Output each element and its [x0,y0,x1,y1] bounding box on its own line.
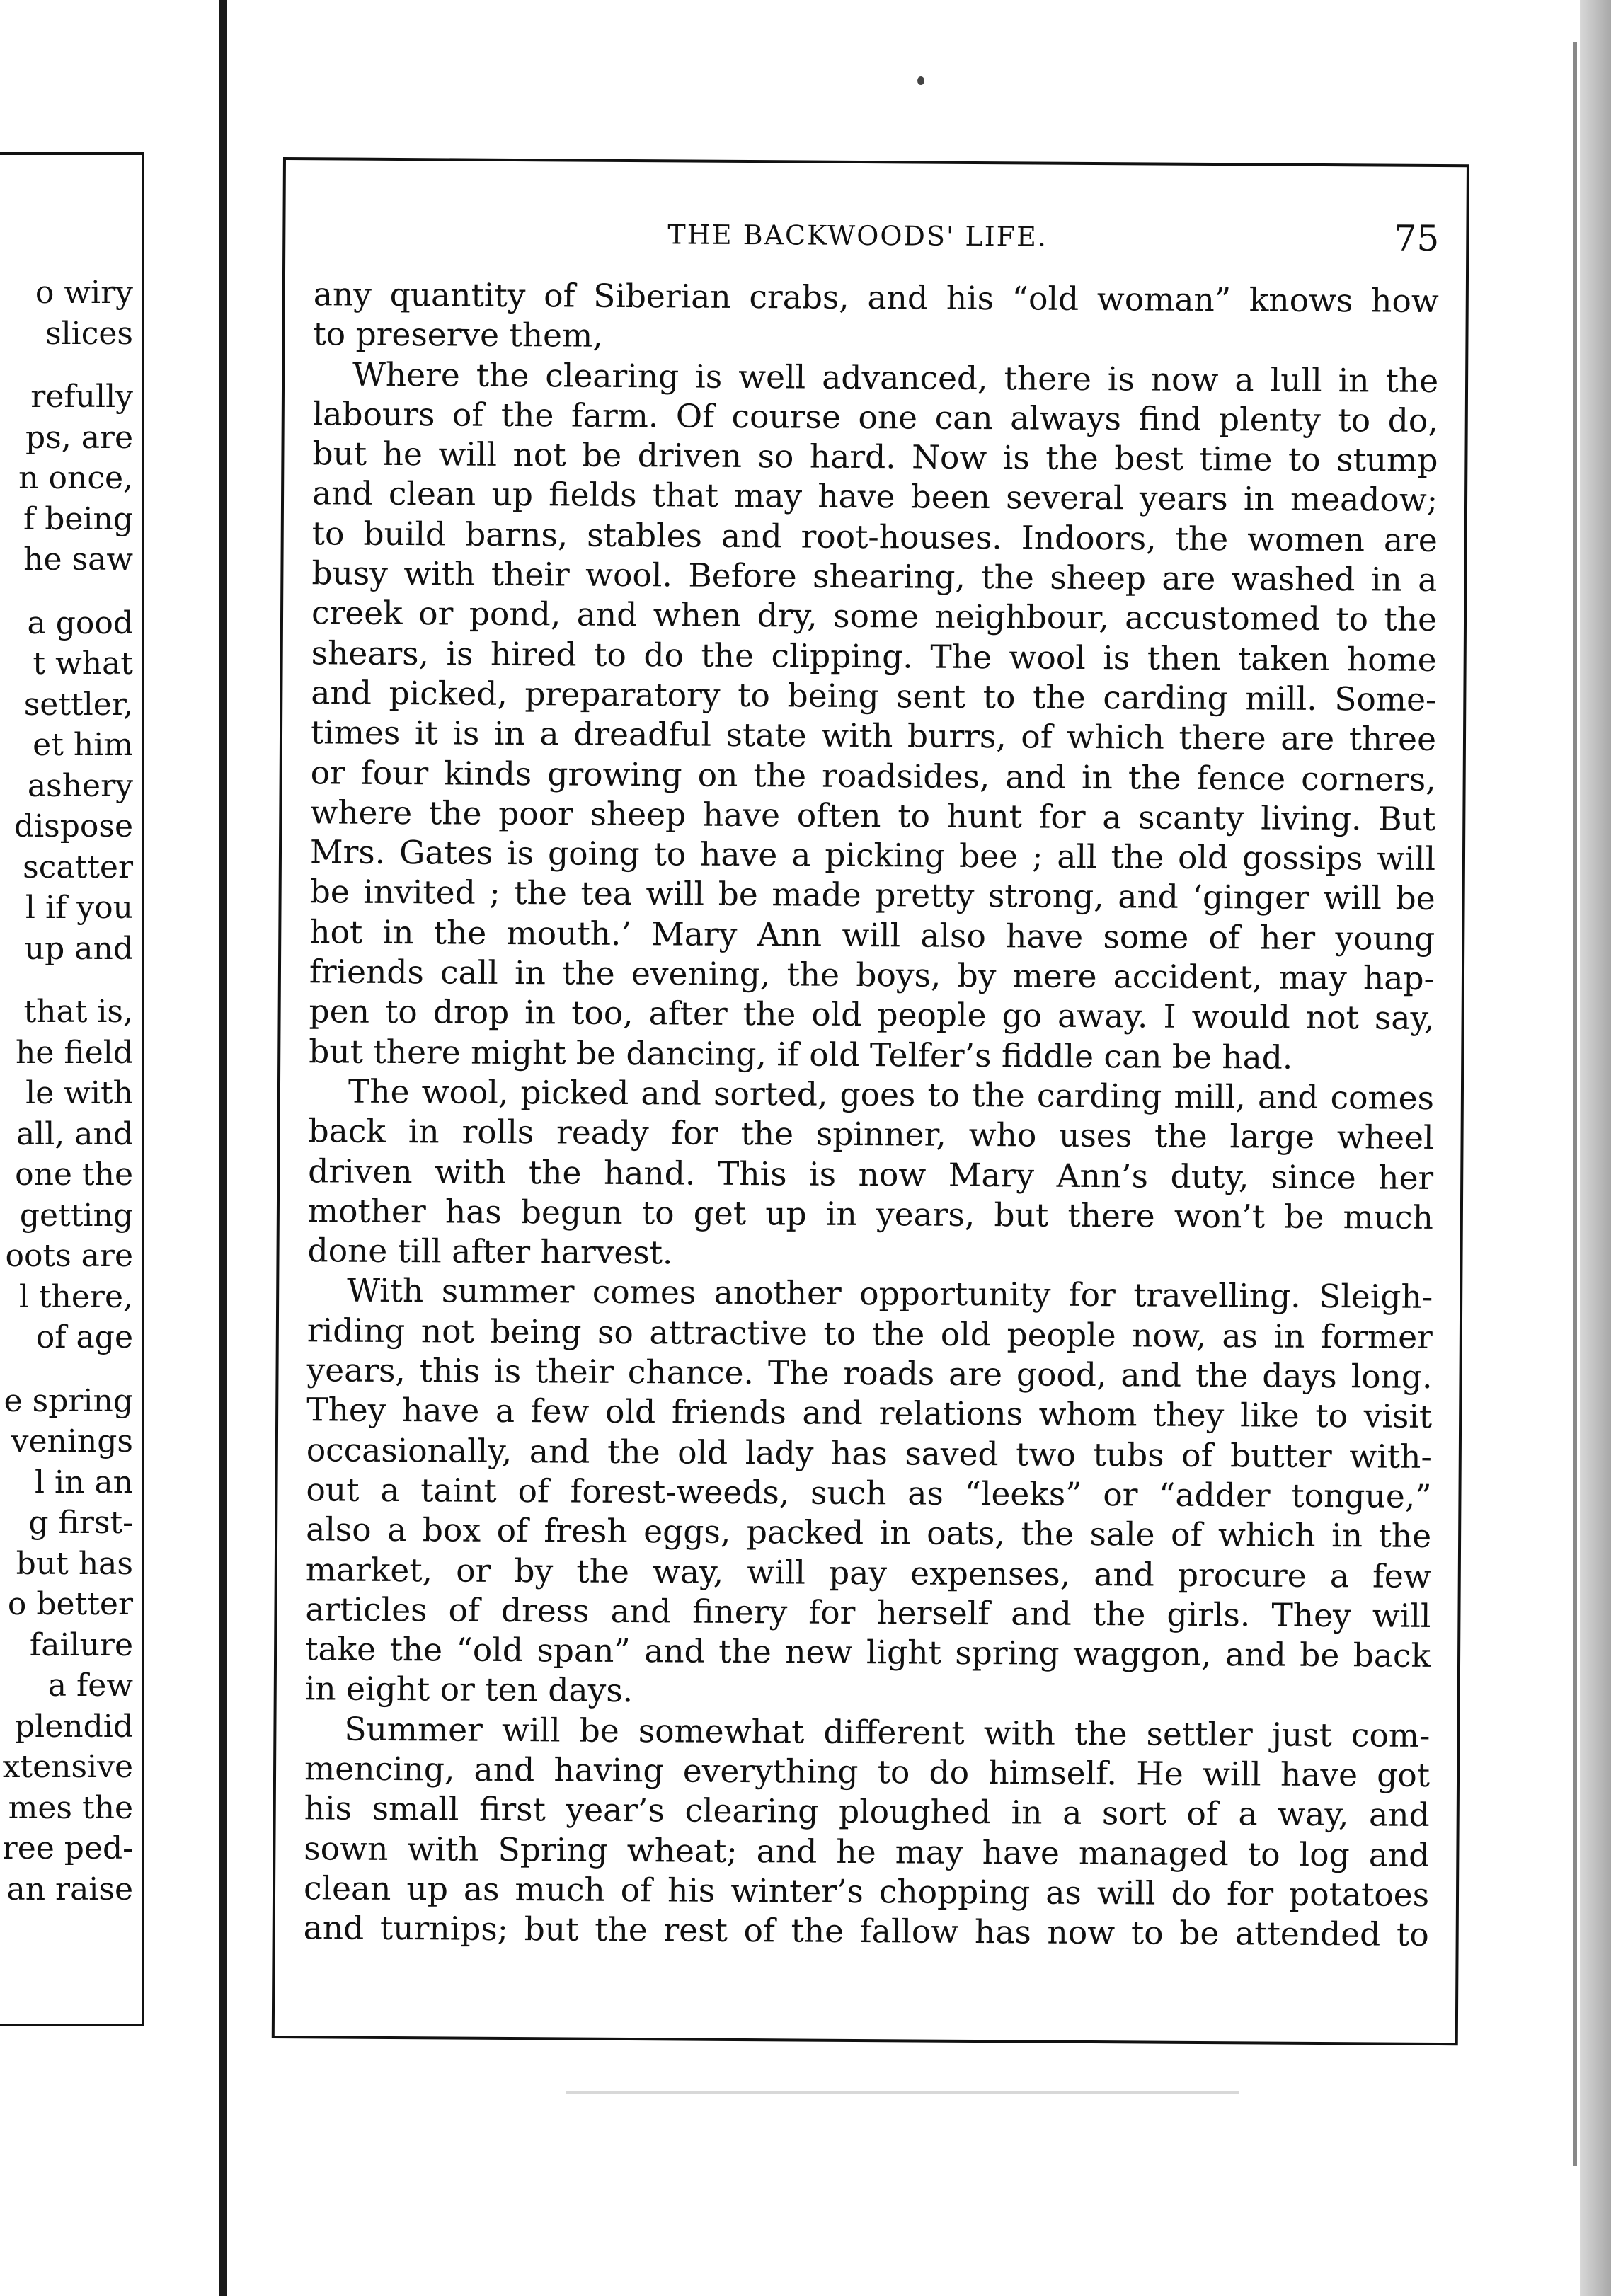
text-line: mencing, and having everything to do himself. He will have got [304,1750,1431,1794]
text-line: occasionally, and the old lady has saved two tubs of butter with- [306,1430,1432,1476]
text-line: busy with their wool. Before shearing, the sheep are washed in a [311,554,1438,599]
left-text-fragment: that is, [23,994,133,1030]
left-text-fragment: but has [16,1545,133,1582]
text-line: any quantity of Siberian crabs, and his “old woman” knows how [313,275,1439,320]
left-text-fragment: failure [29,1626,133,1663]
left-text-fragment: one the [15,1156,133,1193]
text-line: where the poor sheep have often to hunt for a scanty living. But [310,793,1436,838]
bleed-through-mark [566,2091,1239,2094]
text-line: back in rolls ready for the spinner, who uses the large wheel [308,1112,1434,1157]
page-edge-line [1573,42,1577,2166]
text-line: to preserve them, [313,315,603,355]
ink-speck [917,76,924,85]
left-text-fragment: a good [27,604,133,641]
left-facing-page [0,0,234,2296]
left-text-fragment: g first- [28,1505,133,1541]
text-line: sown with Spring wheat; and he may have managed to log and [304,1829,1430,1874]
text-line: labours of the farm. Of course one can always find plenty to do, [312,395,1438,440]
left-text-fragment: le with [25,1075,133,1111]
left-text-fragment: t what [33,645,133,682]
left-text-fragment: l in an [34,1464,133,1500]
left-text-fragment: getting [19,1197,133,1234]
left-text-fragment: refully [30,379,133,415]
running-head [314,217,1439,266]
left-text-fragment: slices [45,315,133,352]
running-title: THE BACKWOODS' LIFE. [667,219,1048,253]
left-text-fragment: o wiry [35,275,133,311]
text-line: but there might be dancing, if old Telfer’s fiddle can be had. [309,1032,1293,1077]
left-text-fragment: plendid [14,1708,133,1745]
left-text-fragment: o better [7,1586,133,1622]
left-text-fragment: all, and [16,1115,133,1152]
paragraph-gap [0,354,133,377]
text-line: The wool, picked and sorted, goes to the carding mill, and comes [348,1072,1435,1117]
text-line: They have a few old friends and relations whom they like to visit [306,1391,1433,1436]
left-text-fragment: a few [47,1668,133,1704]
text-line: creek or pond, and when dry, some neighbour, accustomed to the [311,594,1438,639]
text-line: or four kinds growing on the roadsides, and in the fence corners, [310,753,1436,798]
text-line: and clean up fields that may have been several years in meadow; [311,474,1438,520]
text-line: articles of dress and finery for herself and the girls. They will [305,1590,1431,1635]
text-line: mother has begun to get up in years, but there won’t be much [307,1192,1434,1236]
page-number: 75 [1394,217,1440,259]
left-text-fragment: ree ped- [2,1830,133,1866]
left-text-fragment: e spring [4,1382,133,1419]
text-line: Summer will be somewhat different with the settler just com- [344,1710,1431,1755]
text-line: be invited ; the tea will be made pretty strong, and ‘ginger will be [309,873,1435,918]
text-line: done till after harvest. [307,1232,673,1272]
page-gutter [219,0,227,2296]
left-text-fragment: settler, [23,686,133,723]
text-line: times it is in a dreadful state with burrs, of which there are three [310,713,1437,759]
left-text-fragment: up and [24,930,133,967]
left-text-fragment: l there, [18,1278,133,1315]
left-text-fragment: he field [16,1034,133,1071]
text-line: years, this is their chance. The roads are good, and the days long. [306,1351,1433,1396]
text-line: and turnips; but the rest of the fallow has now to be attended to [303,1909,1429,1954]
left-text-fragment: he saw [23,541,133,578]
left-text-fragment: oots are [5,1238,133,1274]
left-text-fragment: an raise [6,1871,133,1907]
text-line: market, or by the way, will pay expenses, and procure a few [305,1550,1431,1595]
text-line: friends call in the evening, the boys, by mere accident, may hap- [309,953,1435,998]
left-page-text [0,272,133,1910]
text-line: and picked, preparatory to being sent to the carding mill. Some- [311,674,1437,718]
left-text-fragment: l if you [25,890,133,926]
text-line: out a taint of forest-weeds, such as “leeks” or “adder tongue,” [306,1471,1432,1515]
text-line: With summer comes another opportunity for travelling. Sleigh- [347,1272,1433,1316]
left-text-fragment: et him [33,727,133,763]
paragraph-gap [0,969,133,992]
text-line: shears, is hired to do the clipping. The wool is then taken home [311,633,1437,679]
text-line: his small first year’s clearing ploughed in a sort of a way, and [304,1789,1430,1835]
text-line: take the “old span” and the new light spring waggon, and be back [304,1630,1431,1675]
text-line: but he will not be driven so hard. Now is the best time to stump [312,435,1438,480]
text-line: Where the clearing is well advanced, there is now a lull in the [352,355,1439,400]
text-frame [272,157,1469,2045]
left-text-fragment: dispose [13,808,133,844]
text-line: also a box of fresh eggs, packed in oats, the sale of which in the [305,1510,1432,1556]
paragraph-gap [0,580,133,603]
text-line: driven with the hand. This is now Mary Ann’s duty, since her [308,1152,1434,1197]
body-text [304,275,1439,1955]
left-text-fragment: of age [35,1319,133,1355]
left-text-fragment: venings [11,1423,133,1459]
text-line: in eight or ten days. [304,1670,633,1710]
text-line: riding not being so attractive to the old people now, as in former [306,1311,1433,1356]
left-text-fragment: scatter [23,849,133,885]
page-edge-shadow [1580,0,1611,2296]
left-text-fragment: mes the [8,1789,133,1826]
left-text-fragment: n once, [18,460,133,496]
left-text-fragment: ps, are [25,419,133,456]
left-text-fragment: ashery [27,767,133,804]
text-line: hot in the mouth.’ Mary Ann will also have some of her young [309,912,1435,958]
text-line: Mrs. Gates is going to have a picking bee ; all the old gossips will [309,833,1436,878]
left-text-fragment: f being [23,500,133,537]
left-text-fragment: xtensive [2,1749,133,1785]
text-line: to build barns, stables and root-houses. Indoors, the women are [311,515,1438,559]
text-line: clean up as much of his winter’s chopping as will do for potatoes [303,1869,1430,1914]
paragraph-gap [0,1358,133,1381]
text-line: pen to drop in too, after the old people go away. I would not say, [309,992,1435,1038]
